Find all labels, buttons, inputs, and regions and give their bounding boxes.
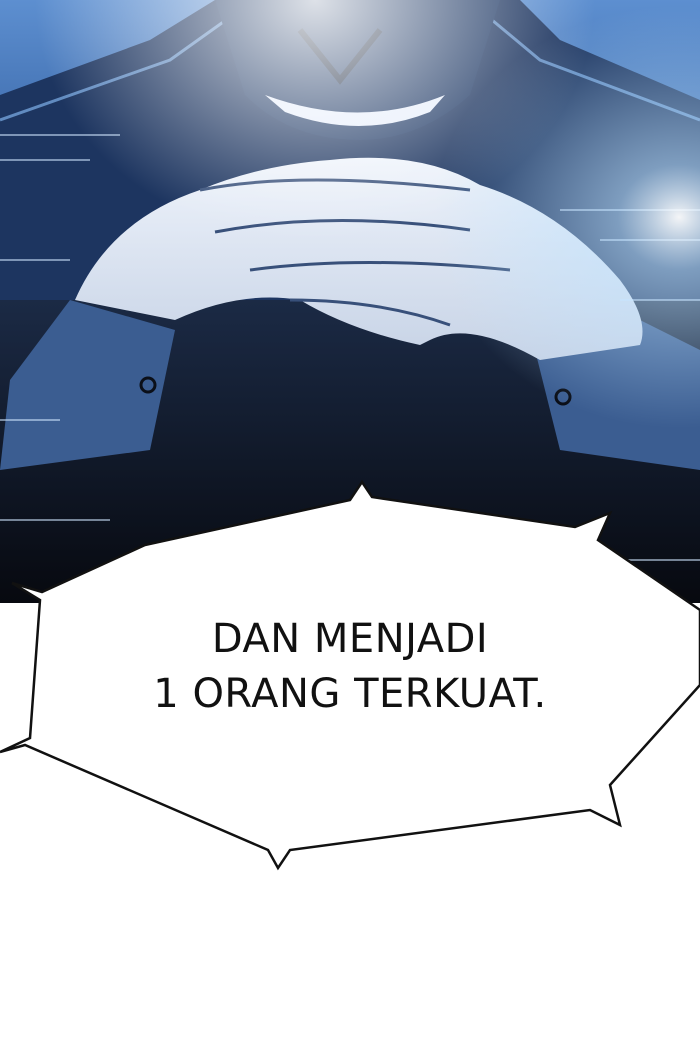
speech-bubble-text (40, 612, 660, 722)
speech-line-1: DAN MENJADI (211, 616, 489, 662)
speech-line-2: 1 ORANG TERKUAT. (153, 671, 547, 717)
